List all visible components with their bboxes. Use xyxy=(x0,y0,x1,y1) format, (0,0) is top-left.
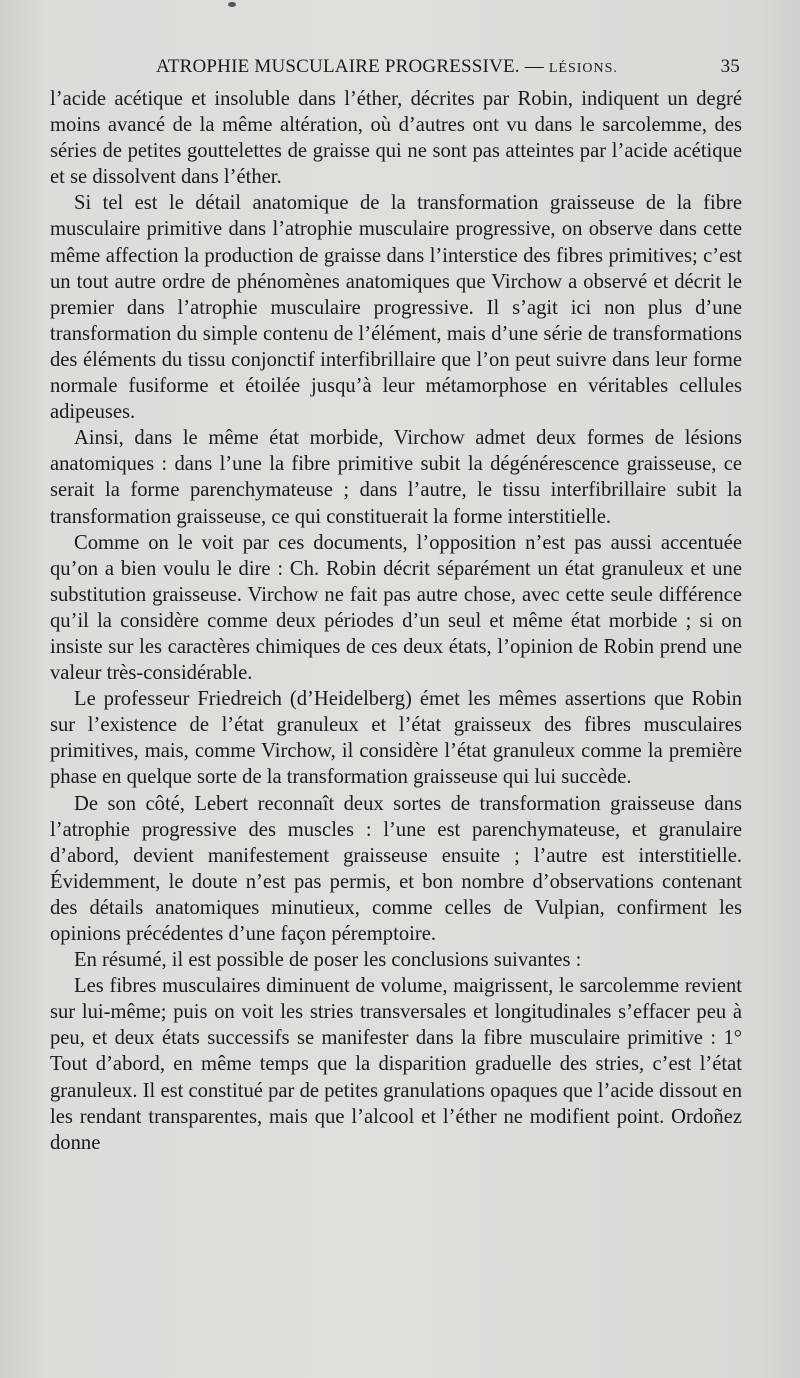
page-number: 35 xyxy=(720,56,740,77)
running-title-main: ATROPHIE MUSCULAIRE PROGRESSIVE. — xyxy=(156,56,544,77)
paragraph: Comme on le voit par ces documents, l’opposition n’est pas aussi accentuée qu’on a bien voulu le dire : Ch. Robin décrit séparément un état granuleux et une substitution graisseuse. Virchow ne fait pas autre chose, avec cette seule différence qu’il la considère comme deux périodes d’un seul et même état morbide ; si on insiste sur les caractères chimiques de ces deux états, l’opinion de Robin prend une valeur très-considérable. xyxy=(50,531,742,685)
running-title xyxy=(156,56,618,78)
paragraph: Si tel est le détail anatomique de la transformation graisseuse de la fibre musculaire primitive dans l’atrophie musculaire progressive, on observe dans cette même affection la production de graisse dans l’interstice des fibres primitives; c’est un tout autre ordre de phénomènes anatomiques que Virchow a observé et décrit le premier dans l’atrophie musculaire progressive. Il s’agit ici non plus d’une transformation du simple contenu de l’élément, mais d’une série de transformations des éléments du tissu conjonctif interfibrillaire que l’on peut suivre dans leur forme normale fusiforme et étoilée jusqu’à leur métamorphose en véritables cellules adipeuses. xyxy=(50,192,742,424)
paragraph: Les fibres musculaires diminuent de volume, maigrissent, le sarcolemme revient sur lui-même; puis on voit les stries transversales et longitudinales s’effacer peu à peu, et deux états successifs se manifester dans la fibre musculaire primitive : 1° Tout d’abord, en même temps que la disparition graduelle des stries, c’est l’état granuleux. Il est constitué par de petites granulations opaques que l’acide dissout en les rendant transparentes, mais que l’alcool et l’éther ne modifient point. Ordoñez donne xyxy=(50,975,742,1154)
ink-speck xyxy=(228,2,236,7)
paragraph: Le professeur Friedreich (d’Heidelberg) émet les mêmes assertions que Robin sur l’existence de l’état granuleux et l’état graisseux des fibres musculaires primitives, mais, comme Virchow, il considère l’état granuleux comme la première phase en quelque sorte de la transformation graisseuse qui lui succède. xyxy=(50,688,742,789)
running-header xyxy=(50,50,742,86)
paragraph: En résumé, il est possible de poser les conclusions suivantes : xyxy=(74,949,582,972)
body-text xyxy=(50,86,742,1156)
paragraph: De son côté, Lebert reconnaît deux sortes de transformation graisseuse dans l’atrophie progressive des muscles : l’une est parenchymateuse, et granulaire d’abord, devient manifestement graisseuse ensuite ; l’autre est interstitielle. Évidemment, le doute n’est pas permis, et bon nombre d’observations contenant des détails anatomiques minutieux, comme celles de Vulpian, confirment les opinions précédentes d’une façon péremptoire. xyxy=(50,792,742,945)
paragraph: l’acide acétique et insoluble dans l’éther, décrites par Robin, indiquent un degré moins avancé de la même altération, où d’autres ont vu dans le sarcolemme, des séries de petites gouttelettes de graisse qui ne sont pas atteintes par l’acide acétique et se dissolvent dans l’éther. xyxy=(50,88,742,189)
paragraph: Ainsi, dans le même état morbide, Virchow admet deux formes de lésions anatomiques : dans l’une la fibre primitive subit la dégénérescence graisseuse, ce serait la forme parenchymateuse ; dans l’autre, le tissu interfibrillaire subit la transformation graisseuse, ce qui constituerait la forme interstitielle. xyxy=(50,427,742,528)
running-title-section: LÉSIONS. xyxy=(548,61,618,76)
